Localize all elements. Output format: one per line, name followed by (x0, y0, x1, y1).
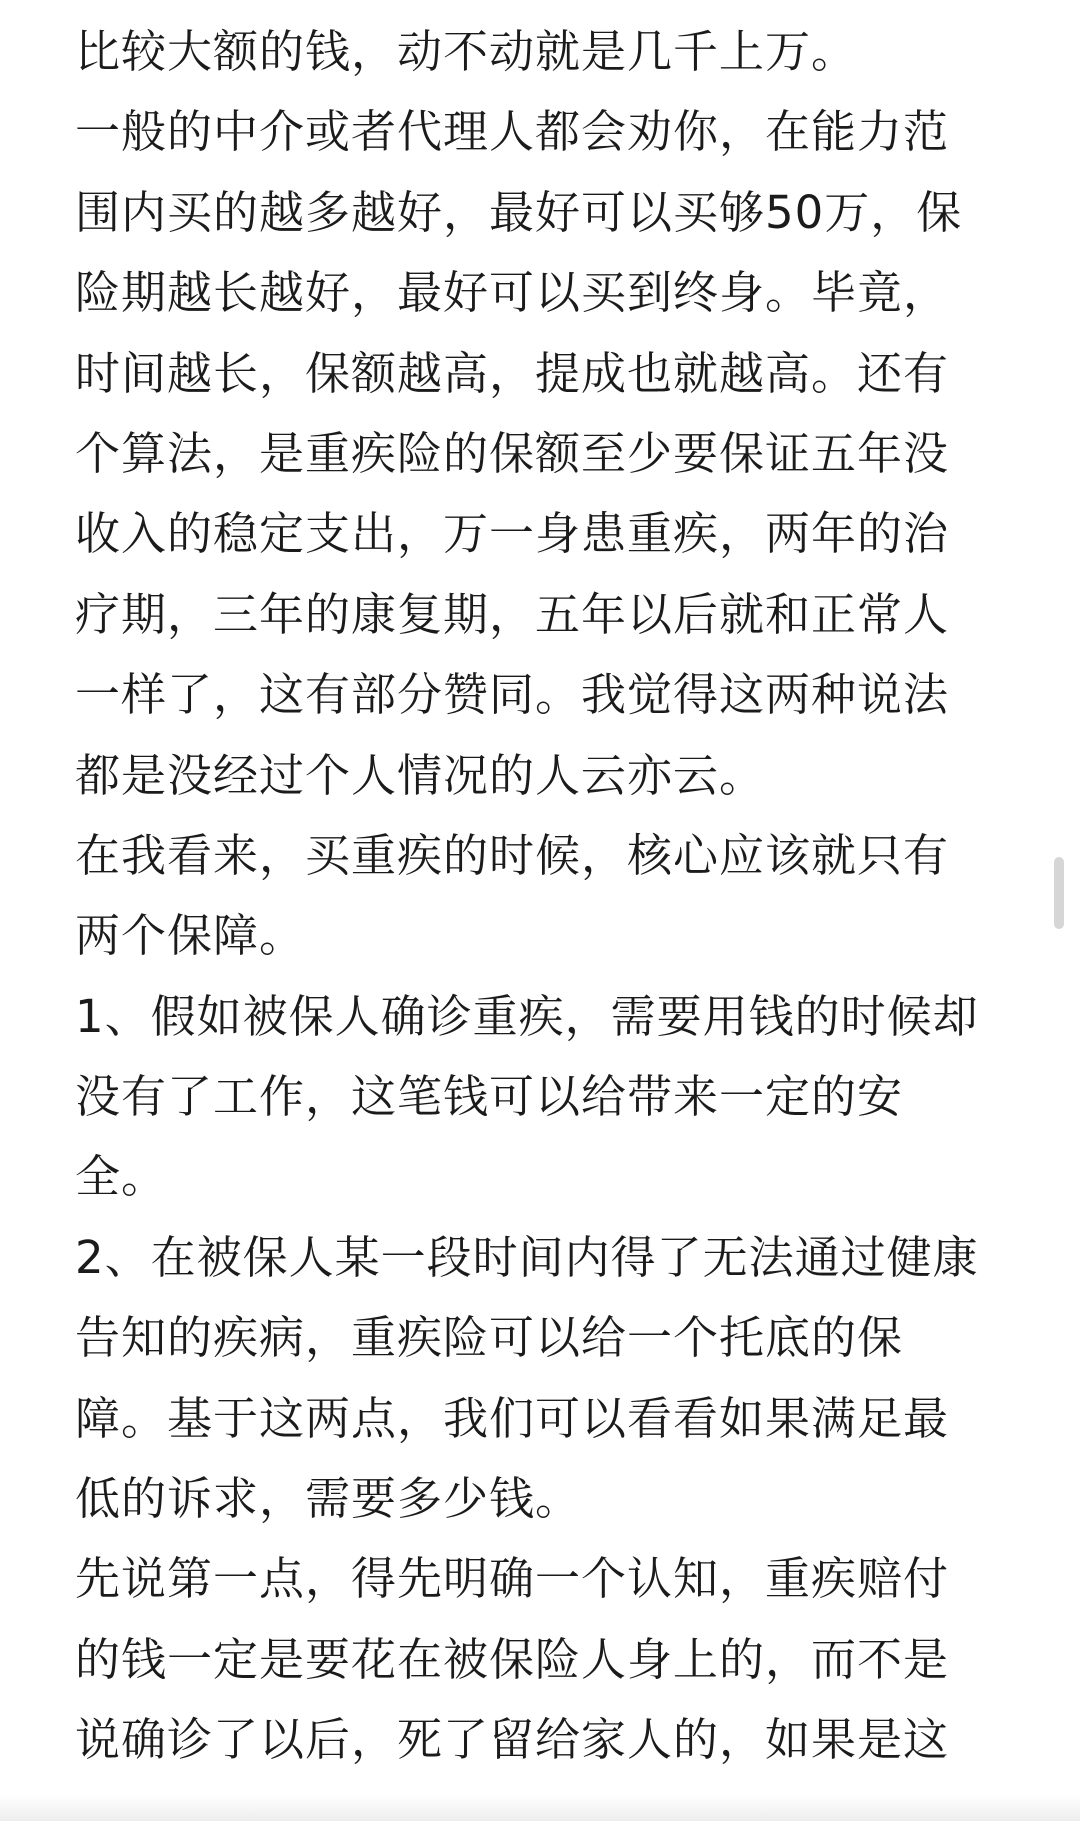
text-line: 低的诉求，需要多少钱。 (75, 1472, 582, 1526)
text-line: 没有了工作，这笔钱可以给带来一定的安 (75, 1070, 904, 1124)
scrollbar-thumb[interactable] (1054, 857, 1064, 929)
vertical-scrollbar[interactable] (1052, 0, 1066, 1821)
text-line: 疗期，三年的康复期，五年以后就和正常人 (75, 587, 950, 641)
text-line: 在我看来，买重疾的时候，核心应该就只有 (75, 828, 950, 882)
text-line: 两个保障。 (75, 909, 306, 963)
text-line: 围内买的越多越好，最好可以买够50万，保 (75, 185, 963, 239)
text-line: 时间越长，保额越高，提成也就越高。还有 (75, 346, 950, 400)
text-line: 一般的中介或者代理人都会劝你，在能力范 (75, 105, 950, 159)
text-line: 先说第一点，得先明确一个认知，重疾赔付 (75, 1552, 950, 1606)
text-line: 一样了，这有部分赞同。我觉得这两种说法 (75, 668, 950, 722)
text-line: 险期越长越好，最好可以买到终身。毕竟， (75, 266, 950, 320)
text-line: 都是没经过个人情况的人云亦云。 (75, 748, 766, 802)
text-line: 告知的疾病，重疾险可以给一个托底的保 (75, 1311, 904, 1365)
text-line: 全。 (75, 1150, 168, 1204)
text-line: 2、在被保人某一段时间内得了无法通过健康 (75, 1230, 979, 1284)
text-line: 比较大额的钱，动不动就是几千上万。 (75, 25, 858, 78)
article-body (75, 12, 1005, 1781)
text-line: 说确诊了以后，死了留给家人的，如果是这 (75, 1713, 950, 1767)
text-line: 收入的稳定支出，万一身患重疾，两年的治 (75, 507, 950, 561)
bottom-edge (0, 1795, 1080, 1821)
text-line: 个算法，是重疾险的保额至少要保证五年没 (75, 426, 950, 480)
text-line: 的钱一定是要花在被保险人身上的，而不是 (75, 1632, 950, 1686)
text-line: 1、假如被保人确诊重疾，需要用钱的时候却 (75, 989, 979, 1043)
text-line: 障。基于这两点，我们可以看看如果满足最 (75, 1391, 950, 1445)
